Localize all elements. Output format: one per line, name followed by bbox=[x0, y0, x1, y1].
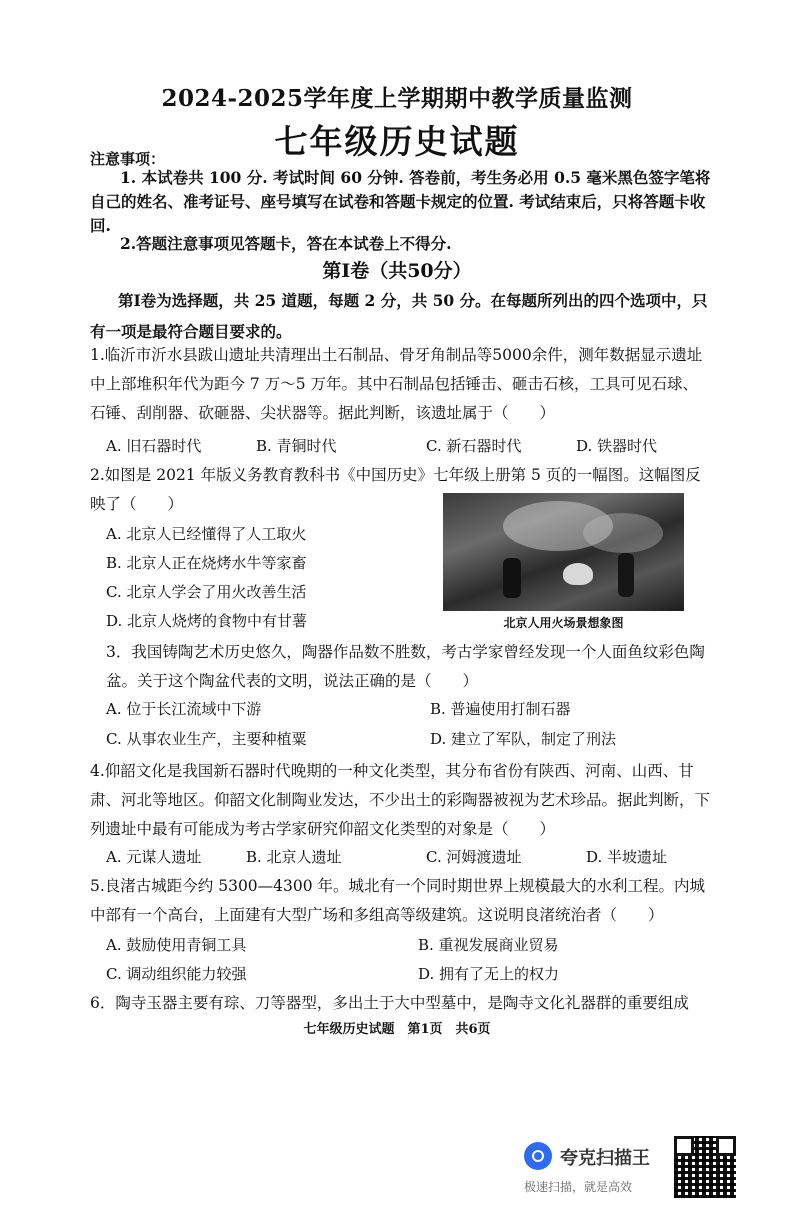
question-5-option-a: A. 鼓励使用青铜工具 bbox=[106, 936, 247, 954]
quark-logo-icon bbox=[524, 1142, 552, 1170]
question-3-option-c: C. 从事农业生产，主要种植粟 bbox=[106, 730, 307, 748]
section-title: 第Ⅰ卷（共50分） bbox=[322, 260, 472, 282]
question-2-stem: 2.如图是 2021 年版义务教育教科书《中国历史》七年级上册第 5 页的一幅图。这幅图反映了（ ） bbox=[90, 466, 701, 513]
figure-caption: 北京人用火场景想象图 bbox=[503, 616, 624, 630]
question-1-options bbox=[106, 435, 657, 456]
notice-item-1: 1. 本试卷共 100 分. 考试时间 60 分钟. 答卷前，考生务必用 0.5 毫米黑色签字笔将自己的姓名、准考证号、座号填写在试卷和答题卡规定的位置. 考试结束后，只将答题卡收回. bbox=[90, 168, 711, 235]
question-5-stem: 5.良渚古城距今约 5300—4300 年。城北有一个同时期世界上规模最大的水利工程。内城中部有一个高台，上面建有大型广场和多组高等级建筑。这说明良渚统治者（ ） bbox=[90, 877, 706, 924]
question-1-option-d: D. 铁器时代 bbox=[576, 437, 658, 455]
question-4-options bbox=[106, 846, 667, 867]
page-footer: 七年级历史试题 第1页 共6页 bbox=[303, 1022, 491, 1037]
question-4-option-b: B. 北京人遗址 bbox=[246, 848, 342, 866]
question-1-option-a: A. 旧石器时代 bbox=[106, 437, 202, 455]
exam-title: 2024-2025学年度上学期期中教学质量监测 bbox=[161, 85, 633, 112]
question-5-option-c: C. 调动组织能力较强 bbox=[106, 965, 247, 983]
question-6-stem: 6．陶寺玉器主要有琮、刀等器型，多出土于大中型墓中，是陶寺文化礼器群的重要组成 bbox=[90, 994, 689, 1012]
question-3-option-a: A. 位于长江流域中下游 bbox=[106, 700, 262, 718]
question-2-option-d: D. 北京人烧烤的食物中有甘薯 bbox=[106, 612, 308, 630]
peking-man-fire-illustration bbox=[443, 493, 684, 611]
question-4-option-a: A. 元谋人遗址 bbox=[106, 848, 202, 866]
exam-subject-title: 七年级历史试题 bbox=[274, 122, 520, 161]
scanner-watermark bbox=[524, 1140, 670, 1200]
section-intro: 第Ⅰ卷为选择题，共 25 道题，每题 2 分，共 50 分。在每题所列出的四个选项中，只有一项是最符合题目要求的。 bbox=[90, 291, 708, 341]
question-1-option-b: B. 青铜时代 bbox=[256, 437, 337, 455]
question-5-option-d: D. 拥有了无上的权力 bbox=[418, 965, 560, 983]
question-3-stem: 3．我国铸陶艺术历史悠久，陶器作品数不胜数，考古学家曾经发现一个人面鱼纹彩色陶盆。关于这个陶盆代表的文明，说法正确的是（ ） bbox=[106, 643, 705, 690]
question-4-stem: 4.仰韶文化是我国新石器时代晚期的一种文化类型，其分布省份有陕西、河南、山西、甘肃、河北等地区。仰韶文化制陶业发达，不少出土的彩陶器被视为艺术珍品。据此判断，下列遗址中最有可能成为考古学家研究仰韶文化类型的对象是（ ） bbox=[90, 762, 711, 838]
question-5-option-b: B. 重视发展商业贸易 bbox=[418, 936, 559, 954]
question-2-option-a: A. 北京人已经懂得了人工取火 bbox=[106, 525, 307, 543]
question-2-option-b: B. 北京人正在烧烤水牛等家畜 bbox=[106, 554, 307, 572]
question-4-option-c: C. 河姆渡遗址 bbox=[426, 848, 522, 866]
notice-item-2: 2.答题注意事项见答题卡，答在本试卷上不得分. bbox=[120, 234, 452, 253]
question-3-option-d: D. 建立了军队，制定了刑法 bbox=[430, 730, 617, 748]
scanner-app-name: 夸克扫描王 bbox=[560, 1148, 650, 1169]
question-3-option-b: B. 普遍使用打制石器 bbox=[430, 700, 571, 718]
notice-heading: 注意事项： bbox=[90, 150, 166, 168]
question-1-option-c: C. 新石器时代 bbox=[426, 437, 522, 455]
question-2-option-c: C. 北京人学会了用火改善生活 bbox=[106, 583, 307, 601]
qr-code-icon bbox=[674, 1136, 736, 1198]
scanner-slogan: 极速扫描，就是高效 bbox=[524, 1180, 633, 1194]
question-1-stem: 1.临沂市沂水县跋山遗址共清理出土石制品、骨牙角制品等5000余件，测年数据显示遗址中上部堆积年代为距今 7 万～5 万年。其中石制品包括锤击、砸击石核，工具可见石球、石锤、刮削器、砍砸器、尖状器等。据此判断，该遗址属于（ ） bbox=[90, 346, 703, 422]
question-4-option-d: D. 半坡遗址 bbox=[586, 848, 668, 866]
